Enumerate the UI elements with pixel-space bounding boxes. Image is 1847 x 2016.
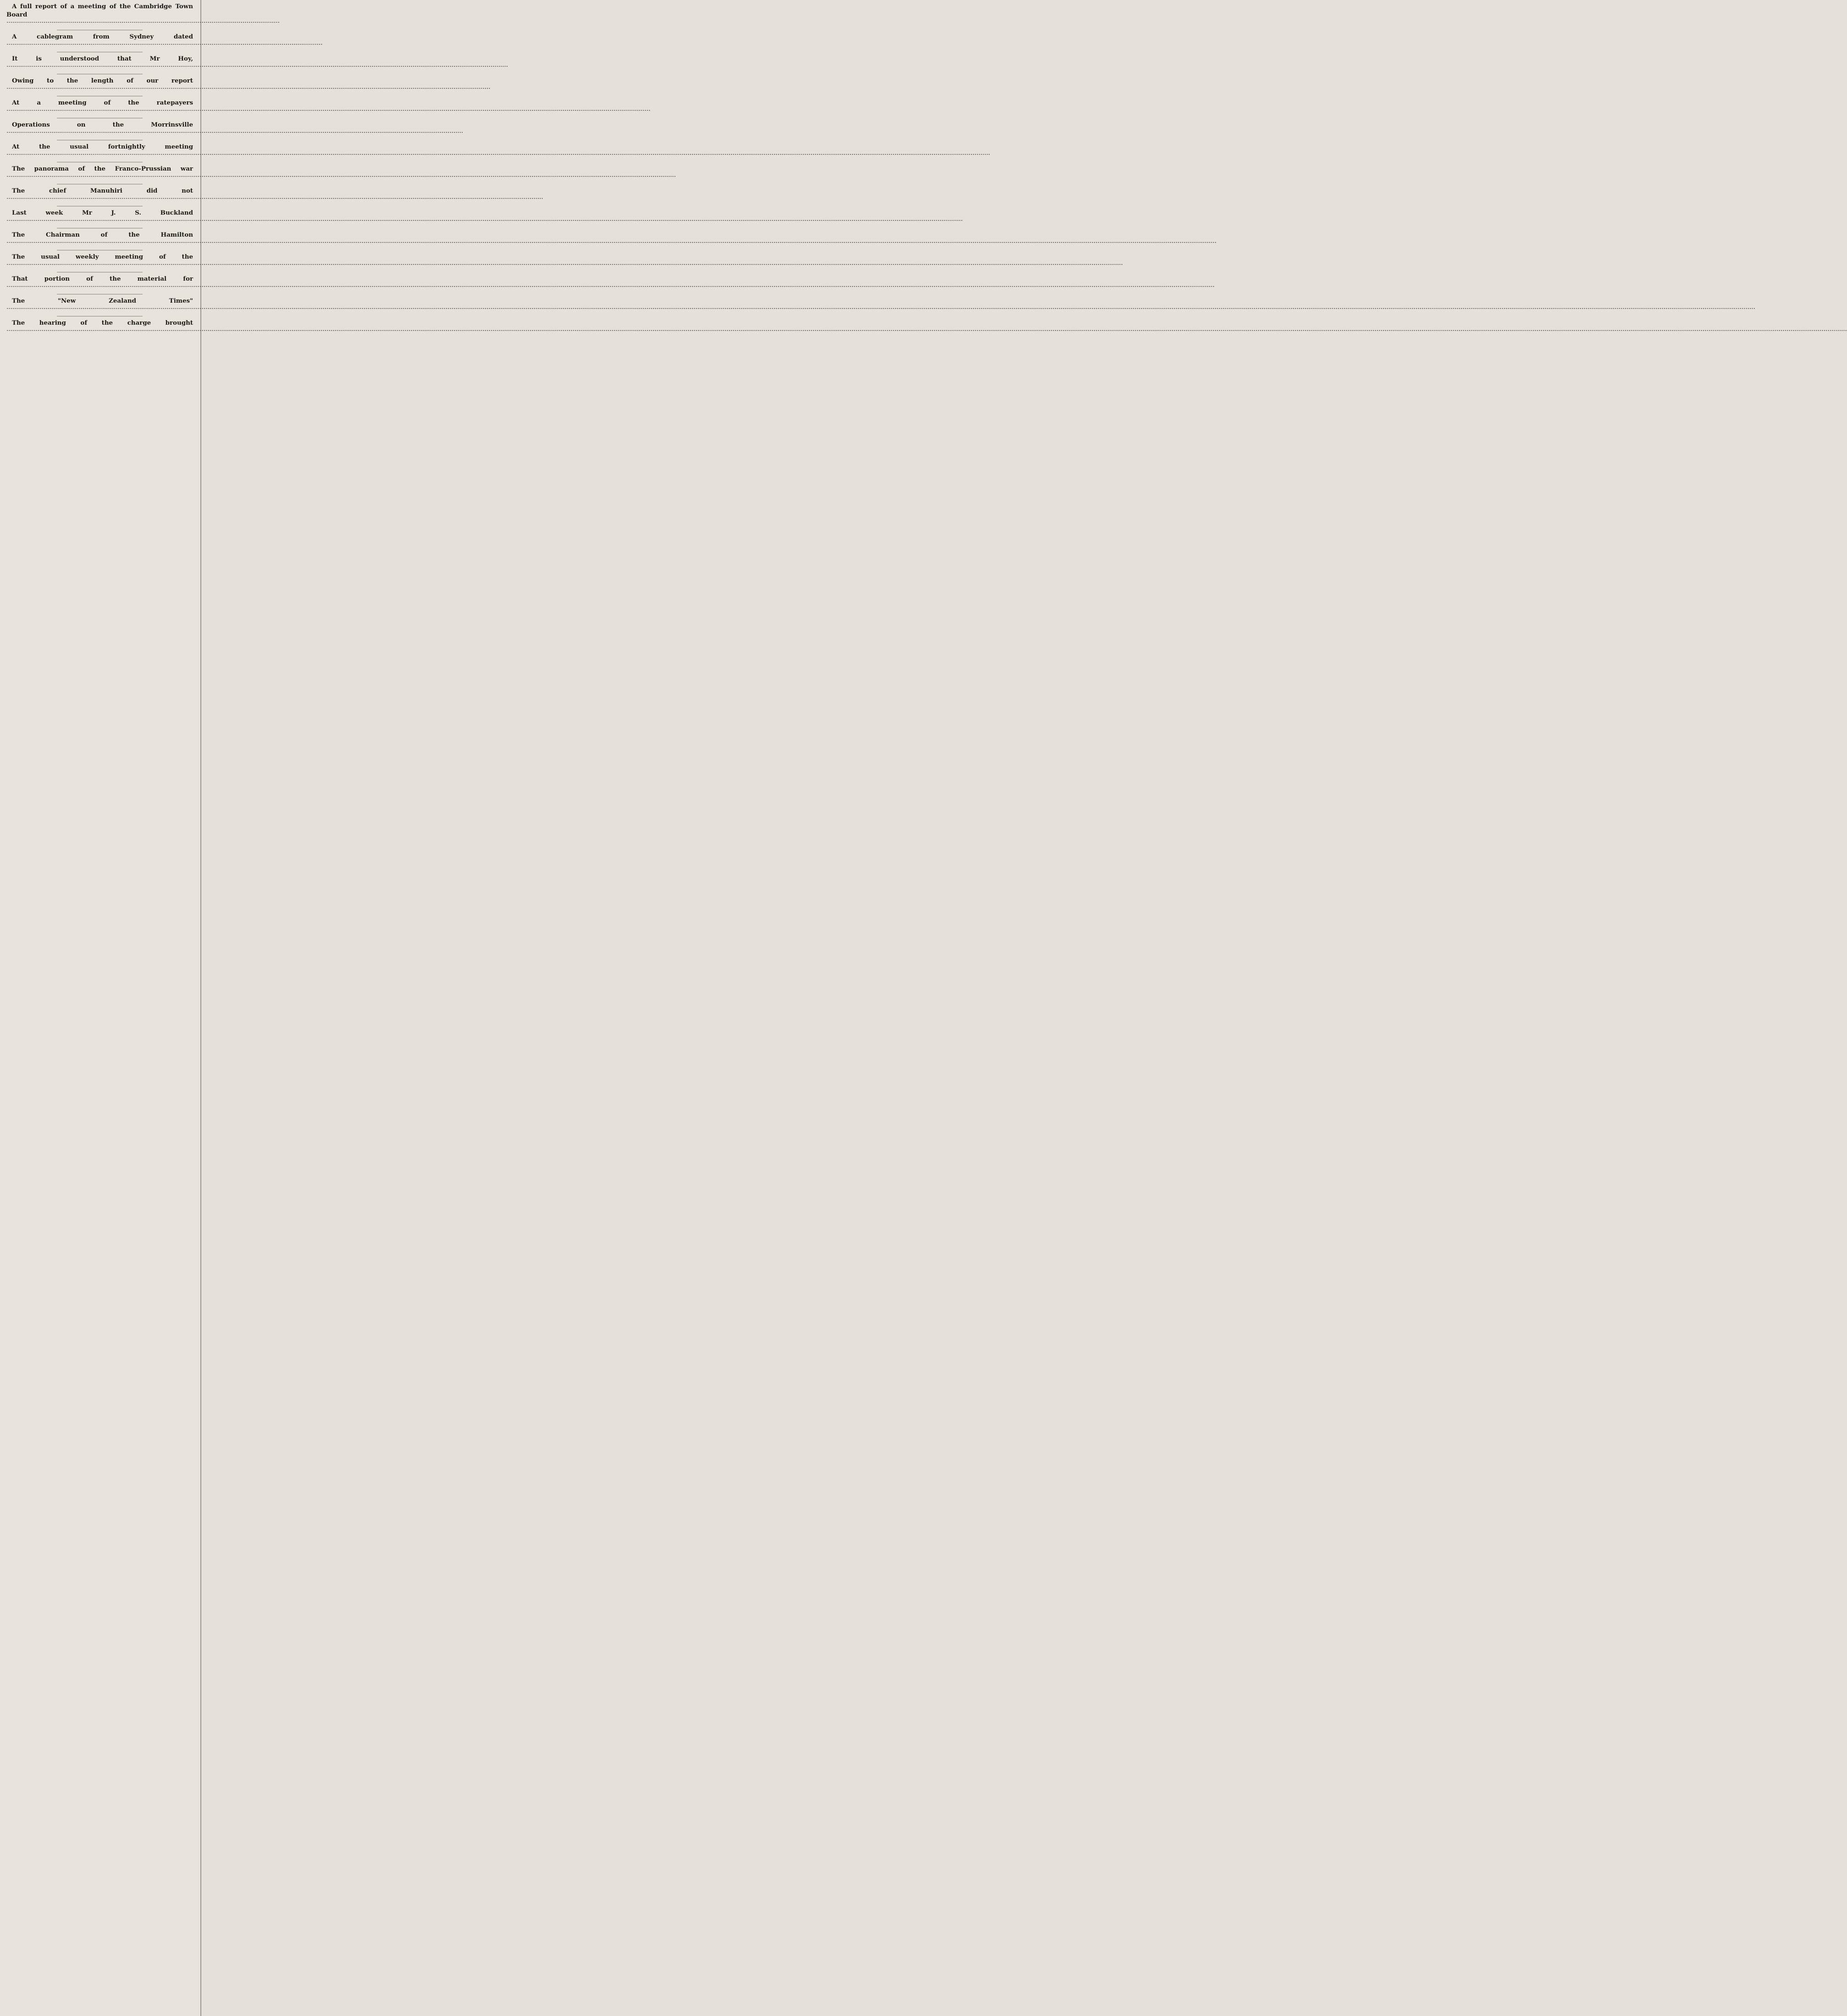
item-lead: Operations on the Morrinsville — [12, 121, 193, 128]
news-item — [6, 99, 651, 115]
item-lead: The "New Zealand Times" — [12, 297, 193, 305]
item-lead: Owing to the length of our report — [12, 77, 193, 84]
news-item — [6, 275, 1215, 291]
item-body: ············································································································································ — [6, 19, 280, 26]
news-item — [6, 209, 963, 225]
item-lead: The usual weekly meeting of the — [12, 253, 193, 260]
news-item — [6, 165, 676, 181]
news-item — [6, 33, 323, 49]
item-lead: Last week Mr J. S. Buckland — [12, 209, 193, 216]
news-item — [6, 319, 1847, 335]
item-lead: It is understood that Mr Hoy, — [12, 55, 193, 62]
item-body: ·································································································································································· — [6, 41, 323, 48]
item-body: ························································································································································································································································································································································································································································································································ — [6, 151, 990, 158]
news-item — [6, 253, 1123, 269]
item-body: ······················································································································································································································································································································································· — [6, 173, 676, 180]
item-lead: A full report of a meeting of the Cambridge Town Board — [6, 3, 193, 18]
item-body: ···························································································································································································································································································································································································································································································································································································· — [6, 261, 1123, 268]
item-lead: The chief Manuhiri did not — [12, 187, 193, 194]
item-body: ································································································································································································································································································································································································································································································································································································································································································································································································································································································································ — [6, 305, 1755, 312]
item-lead: At the usual fortnightly meeting — [12, 143, 193, 150]
item-body: ············································································································································································································································································································································································································································································································································································································································ — [6, 239, 1217, 246]
item-body: ·········································································································································································································································· — [6, 129, 464, 136]
item-body: ·········································································································································································································································································································································································································································································································· — [6, 217, 963, 224]
news-item — [6, 297, 1755, 313]
item-body: ··············································································································································································································································································································································································································································································································································································································································································································································································································································································································································································· — [6, 327, 1847, 334]
item-body: ··················································································································································································································································································· — [6, 195, 543, 202]
item-lead: A cablegram from Sydney dated — [12, 33, 193, 40]
item-body: ·········································································································································································································································································································································· — [6, 107, 651, 114]
item-body: ························································································································································································································································ — [6, 85, 491, 92]
news-item — [6, 121, 464, 137]
news-item — [6, 231, 1217, 247]
item-lead: That portion of the material for — [12, 275, 193, 282]
item-lead: The panorama of the Franco-Prussian war — [12, 165, 193, 172]
news-item — [6, 143, 990, 159]
item-body: ································································································································································································································································· — [6, 63, 508, 70]
news-item — [6, 3, 280, 27]
item-body: ··········································································································································································································································································································································································································································································································································································································································· — [6, 283, 1215, 290]
item-lead: The Chairman of the Hamilton — [12, 231, 193, 238]
item-lead: At a meeting of the ratepayers — [12, 99, 193, 106]
news-item — [6, 187, 543, 203]
news-item — [6, 55, 508, 71]
item-lead: The hearing of the charge brought — [12, 319, 193, 327]
news-item — [6, 77, 491, 93]
